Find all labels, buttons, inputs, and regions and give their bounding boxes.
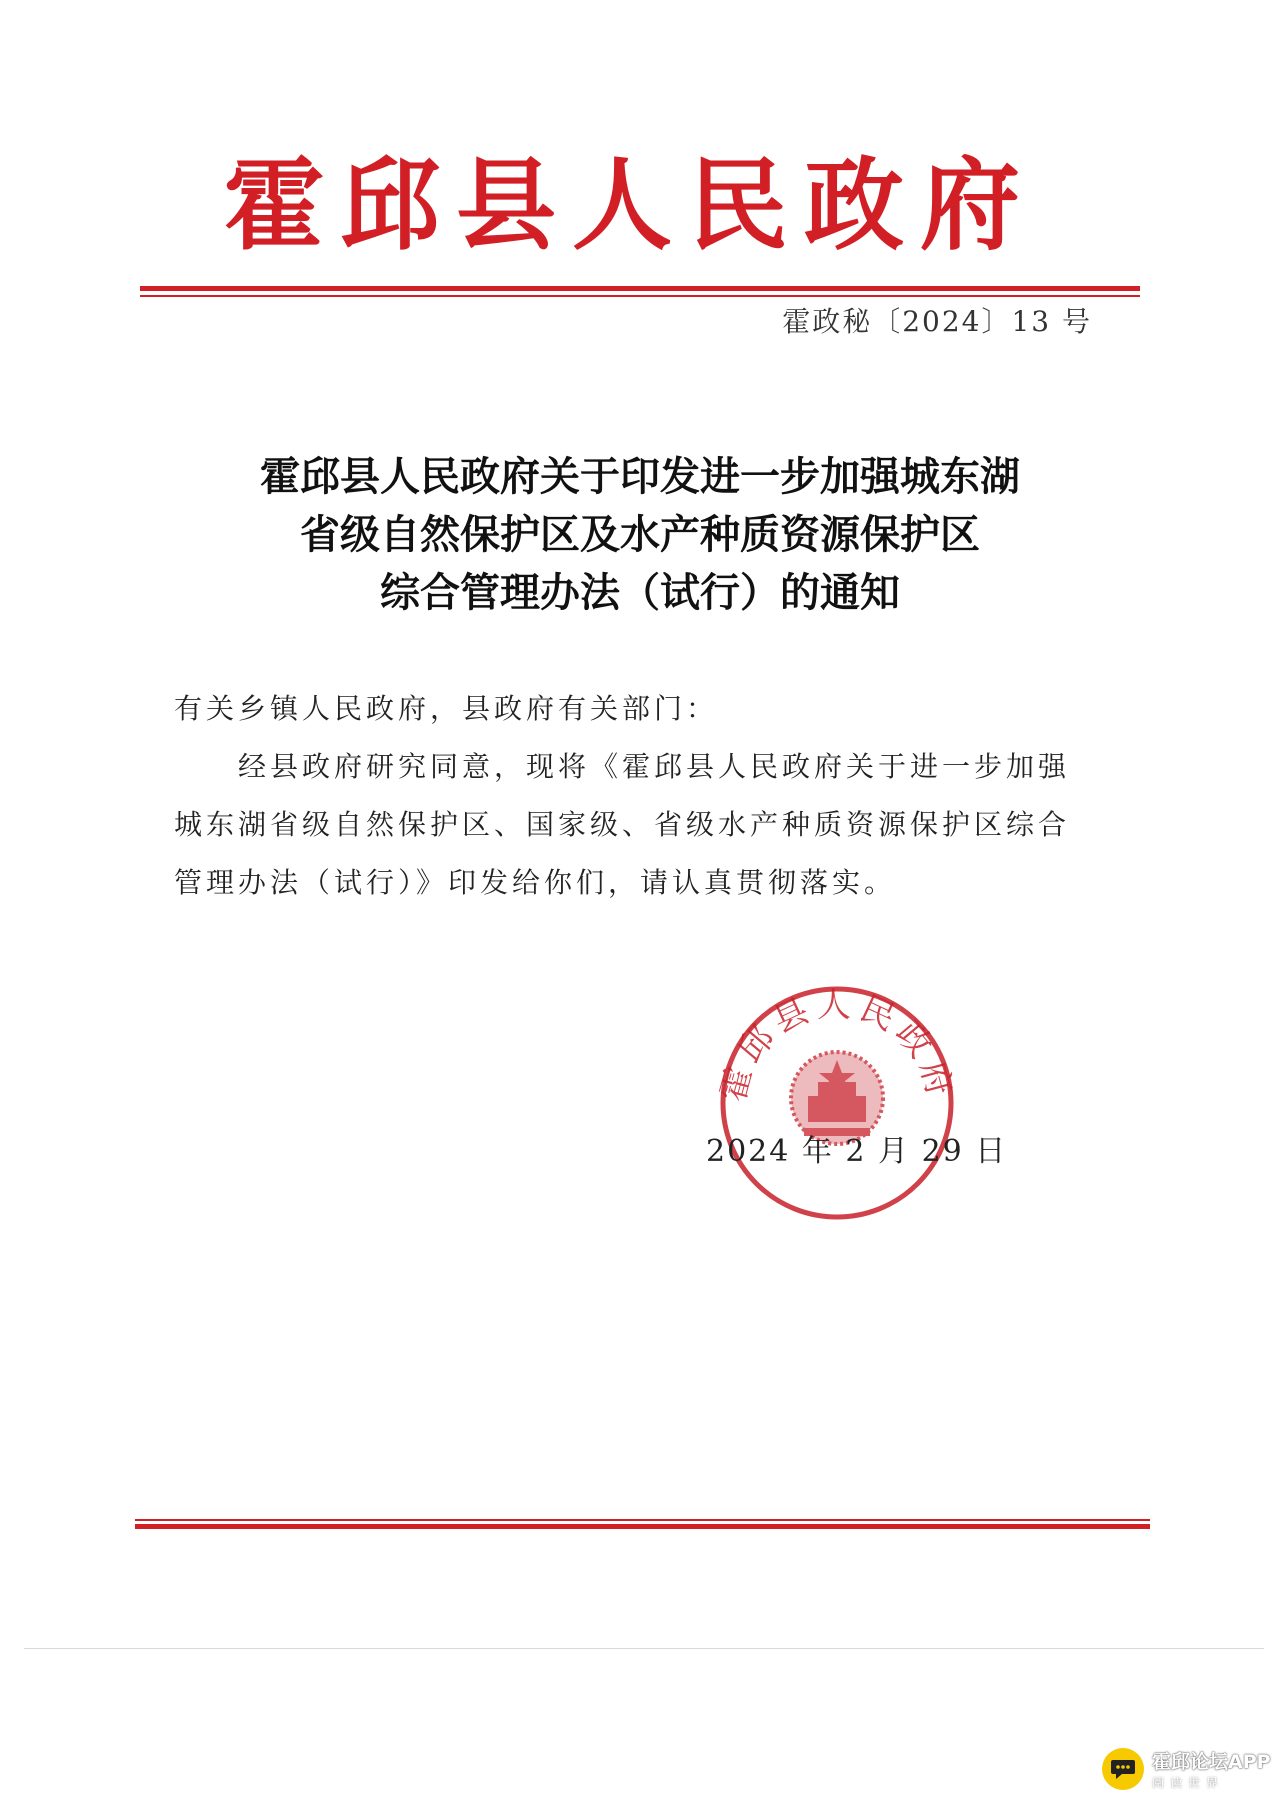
salutation: 有关乡镇人民政府，县政府有关部门： [174,692,719,725]
masthead-rule-thick [140,286,1140,291]
seal-text: 霍邱县人民政府 [713,985,961,1106]
title-line: 综合管理办法（试行）的通知 [380,569,900,616]
issue-date: 2024 年 2 月 29 日 [706,1134,1008,1169]
scan-edge-line [24,1648,1264,1649]
official-seal [712,978,962,1228]
app-name: 霍邱论坛APP [1152,1751,1271,1773]
footer-rule-thick [135,1524,1150,1529]
document-title [140,448,1140,622]
title-line: 省级自然保护区及水产种质资源保护区 [300,511,980,558]
body-paragraph: 经县政府研究同意，现将《霍邱县人民政府关于进一步加强城东湖省级自然保护区、国家级、省级水产种质资源保护区综合管理办法（试行）》印发给你们，请认真贯彻落实。 [174,750,1071,899]
masthead: 霍邱县人民政府 [224,146,1036,264]
app-watermark [1102,1736,1272,1802]
footer-rule-thin [135,1519,1150,1521]
document-body [174,680,1094,912]
masthead-rule-thin [140,295,1140,297]
document-number: 霍政秘〔2024〕13 号 [782,305,1092,338]
title-line: 霍邱县人民政府关于印发进一步加强城东湖 [260,453,1020,500]
app-tagline: 阅读世界 [1152,1776,1225,1790]
chat-bubble-icon [1102,1748,1144,1790]
